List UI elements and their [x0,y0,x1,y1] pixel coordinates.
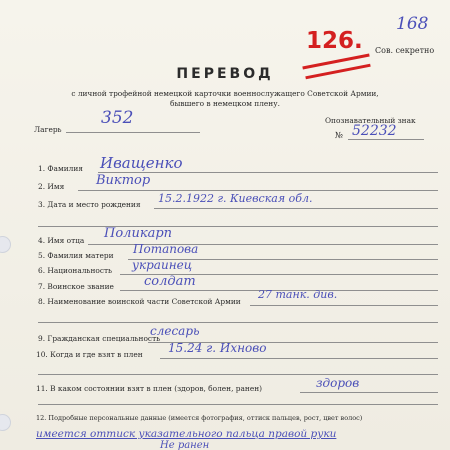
field-2-label: 2. Имя [38,182,65,191]
field-10-label: 10. Когда и где взят в плен [36,350,143,359]
field-6-label: 6. Национальность [38,266,113,275]
field-11-label: 11. В каком состоянии взят в плен (здоров, болен, ранен) [36,384,263,393]
id-tag-underline [348,139,424,140]
separator-line-4 [38,404,438,405]
secrecy-label: Сов. секретно [375,46,435,55]
id-tag-label: Опознавательный знак [325,116,416,125]
field-4-label: 4. Имя отца [38,236,85,245]
red-registration-number: 126. [306,28,363,54]
field-12-value-cont: Не ранен [160,440,210,450]
field-9-label: 9. Гражданская специальность [38,334,161,343]
camp-label: Лагерь [34,125,62,134]
field-3-underline [154,208,438,209]
field-9-value: слесарь [150,324,200,338]
field-1-label: 1. Фамилия [38,164,83,173]
camp-value: 352 [101,108,134,128]
field-2-value: Виктор [96,173,151,188]
field-8-underline [250,305,438,306]
field-3-label: 3. Дата и место рождения [38,200,141,209]
field-7-label: 7. Воинское звание [38,282,114,291]
field-8-value: 27 танк. див. [258,288,338,301]
field-11-underline [300,392,438,393]
punch-hole-bottom [0,414,11,431]
subtitle-line-2: бывшего в немецком плену. [170,99,280,108]
field-7-value: солдат [144,274,196,289]
archive-number: 168 [396,14,429,34]
field-6-value: украинец [132,258,193,272]
camp-underline [66,132,200,133]
field-1-value: Иващенко [100,154,183,172]
field-5-label: 5. Фамилия матери [38,251,114,260]
field-4-value: Поликарп [104,226,173,241]
field-3-value: 15.2.1922 г. Киевская обл. [158,192,313,205]
field-10-underline [160,358,438,359]
field-12-value: имеется оттиск указательного пальца правой руки [36,428,337,440]
punch-hole-top [0,236,11,253]
separator-line-3 [38,374,438,375]
subtitle-line-1: с личной трофейной немецкой карточки военнослужащего Советской Армии, [71,89,379,98]
id-tag-prefix: № [335,131,344,141]
field-12-label: 12. Подробные персональные данные (имеется фотография, оттиск пальцев, рост, цвет волос) [36,414,363,422]
document-title: ПЕРЕВОД [176,66,274,82]
field-10-value: 15.24 г. Ихновo [168,341,267,355]
field-2-underline [78,190,438,191]
field-5-value: Потапова [133,242,199,256]
field-11-value: здоров [316,376,360,390]
separator-line-2 [38,322,438,323]
field-8-label: 8. Наименование воинской части Советской Армии [38,297,241,306]
id-tag-value: 52232 [352,123,397,139]
separator-line [38,226,438,227]
